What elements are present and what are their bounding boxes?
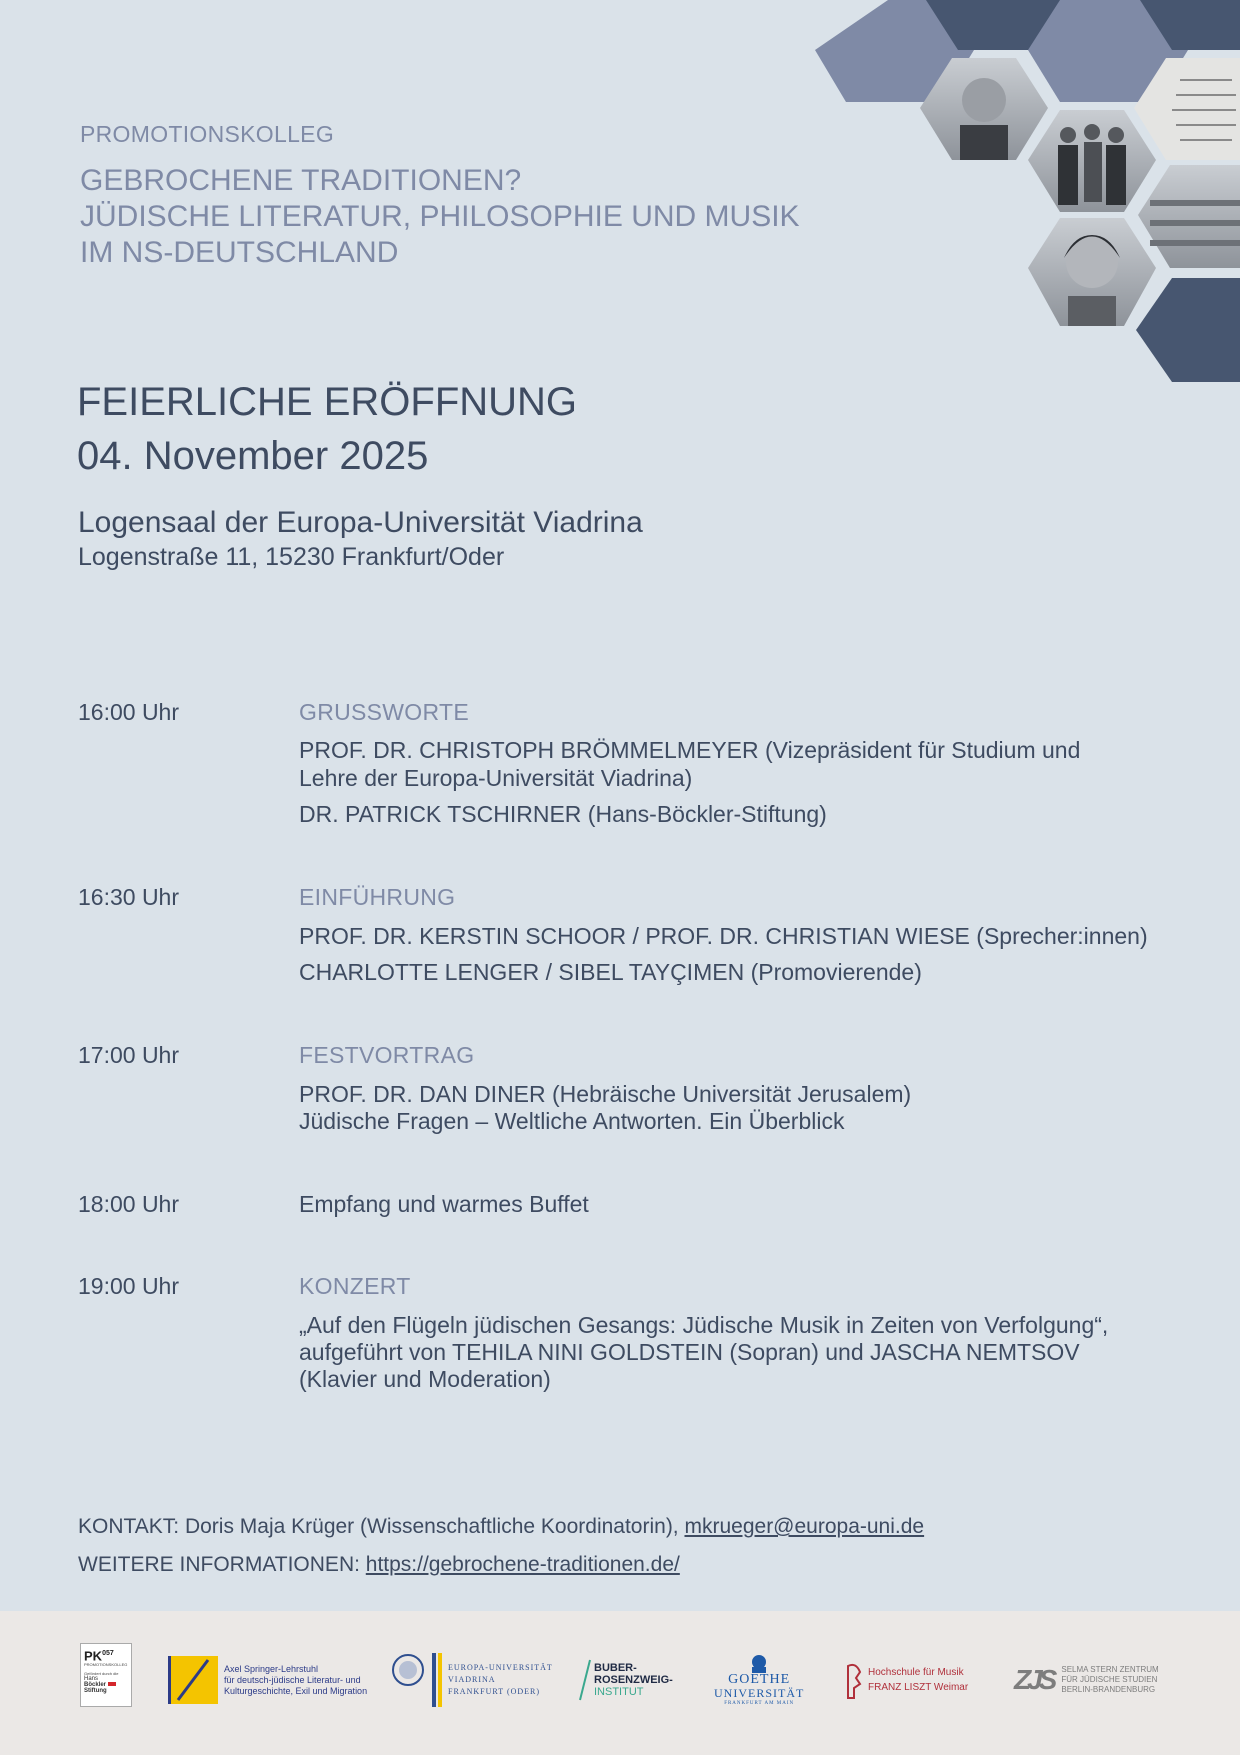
program-time: 19:00 Uhr: [78, 1273, 180, 1299]
program-kicker: PROMOTIONSKOLLEG: [80, 121, 335, 147]
liszt-profile-icon: [842, 1658, 864, 1702]
goethe-line: FRANKFURT AM MAIN: [724, 1701, 795, 1706]
pk-mark: PK: [84, 1648, 103, 1664]
contact-label: KONTAKT: Doris Maja Krüger (Wissenschaftliche Koordinatorin),: [78, 1515, 685, 1538]
program-line: DR. PATRICK TSCHIRNER (Hans-Böckler-Stiftung): [299, 801, 827, 827]
springer-mark-icon: [168, 1656, 218, 1704]
info-line: [78, 1553, 680, 1577]
program-heading: FESTVORTRAG: [299, 1042, 475, 1068]
program-time: 18:00 Uhr: [78, 1191, 180, 1217]
program-subtitle: [80, 163, 800, 271]
program-line: aufgeführt von TEHILA NINI GOLDSTEIN (Sopran) und JASCHA NEMTSOV: [299, 1339, 1080, 1365]
info-url-link[interactable]: https://gebrochene-traditionen.de/: [365, 1553, 680, 1576]
goethe-portrait-icon: [747, 1653, 771, 1673]
subtitle-line: JÜDISCHE LITERATUR, PHILOSOPHIE UND MUSIK: [80, 200, 800, 233]
zjs-line: FÜR JÜDISCHE STUDIEN: [1061, 1675, 1158, 1684]
goethe-line: GOETHE: [728, 1672, 791, 1687]
viadrina-line: FRANKFURT (ODER): [448, 1687, 541, 1696]
buber-rosenzweig-logo: [578, 1645, 673, 1715]
zjs-line: SELMA STERN ZENTRUM: [1061, 1665, 1159, 1674]
pk-number: 057: [102, 1650, 114, 1657]
hexagon-dark: [1140, 0, 1240, 50]
selma-stern-zentrum-logo: [1014, 1645, 1159, 1715]
footer-logo-bar: [0, 1611, 1240, 1755]
hexagon-photo-group: [1028, 110, 1156, 212]
program-heading: KONZERT: [299, 1273, 411, 1299]
hexagon-photo-portrait-man: [920, 58, 1048, 160]
program-line: Lehre der Europa-Universität Viadrina): [299, 765, 693, 791]
pk-boeckler: Böckler: [84, 1682, 107, 1689]
pk-funding-label: Gefördert durch die: [84, 1671, 119, 1677]
program-line: PROF. DR. DAN DINER (Hebräische Universität Jerusalem): [299, 1081, 912, 1107]
hexagon-dark: [926, 0, 1080, 50]
hexagon-photo-hebrew-document: [1134, 58, 1240, 160]
pk057-logo: [80, 1643, 132, 1707]
program-line: PROF. DR. CHRISTOPH BRÖMMELMEYER (Vizepräsident für Studium und: [299, 737, 1081, 763]
program-line: CHARLOTTE LENGER / SIBEL TAYÇIMEN (Promovierende): [299, 959, 922, 985]
program-line: Empfang und warmes Buffet: [299, 1191, 589, 1217]
springer-line: für deutsch-jüdische Literatur- und: [224, 1674, 361, 1685]
subtitle-line: GEBROCHENE TRADITIONEN?: [80, 164, 522, 197]
viadrina-line: EUROPA-UNIVERSITÄT: [448, 1663, 553, 1672]
buber-line: ROSENZWEIG-: [594, 1674, 673, 1686]
venue-address: Logenstraße 11, 15230 Frankfurt/Oder: [78, 543, 505, 571]
viadrina-seal-icon: [392, 1652, 432, 1708]
liszt-weimar-logo: [842, 1645, 968, 1715]
hexagon-dark: [1136, 278, 1240, 382]
event-date: 04. November 2025: [77, 434, 429, 478]
springer-chair-logo: [168, 1645, 367, 1715]
program-time: 17:00 Uhr: [78, 1042, 180, 1068]
pk-label: PROMOTIONSKOLLEG: [84, 1662, 128, 1668]
buber-line: INSTITUT: [594, 1686, 644, 1698]
program-line: Jüdische Fragen – Weltliche Antworten. Ein Überblick: [299, 1108, 845, 1134]
liszt-line: Hochschule für Musik: [868, 1667, 964, 1678]
program-line: PROF. DR. KERSTIN SCHOOR / PROF. DR. CHRISTIAN WIESE (Sprecher:innen): [299, 923, 1148, 949]
venue-name: Logensaal der Europa-Universität Viadrina: [78, 506, 643, 539]
buber-slash-icon: [578, 1658, 592, 1702]
viadrina-line: VIADRINA: [448, 1675, 496, 1684]
program-line: „Auf den Flügeln jüdischen Gesangs: Jüdische Musik in Zeiten von Verfolgung“,: [299, 1312, 1109, 1338]
viadrina-logo: [392, 1645, 553, 1715]
hexagon-mid: [815, 0, 974, 102]
zjs-line: BERLIN-BRANDENBURG: [1061, 1685, 1156, 1694]
boeckler-flag-icon: [108, 1682, 116, 1686]
goethe-line: UNIVERSITÄT: [714, 1686, 805, 1700]
program-heading: GRUSSWORTE: [299, 699, 469, 725]
pk-hans: Hans: [84, 1676, 99, 1683]
contact-line: [78, 1515, 924, 1539]
zjs-mark: ZJS: [1014, 1664, 1054, 1695]
hexagon-mid: [1028, 0, 1188, 102]
goethe-university-logo: [714, 1645, 804, 1715]
program-line: (Klavier und Moderation): [299, 1366, 551, 1392]
viadrina-bar-blue: [432, 1653, 436, 1707]
info-label: WEITERE INFORMATIONEN:: [78, 1553, 366, 1576]
hexagon-photo-portrait-woman: [1028, 218, 1156, 326]
springer-line: Axel Springer-Lehrstuhl: [224, 1663, 319, 1674]
hexagon-photo-library: [1138, 165, 1240, 268]
program-time: 16:30 Uhr: [78, 884, 180, 910]
program-heading: EINFÜHRUNG: [299, 884, 456, 910]
pk-stiftung: Stiftung: [84, 1688, 107, 1695]
event-title: FEIERLICHE ERÖFFNUNG: [77, 380, 578, 424]
buber-line: BUBER-: [594, 1662, 637, 1674]
springer-line: Kulturgeschichte, Exil und Migration: [224, 1685, 368, 1696]
viadrina-bar-yellow: [438, 1653, 442, 1707]
subtitle-line: IM NS-DEUTSCHLAND: [80, 236, 399, 269]
contact-email-link[interactable]: mkrueger@europa-uni.de: [684, 1515, 925, 1538]
program-time: 16:00 Uhr: [78, 699, 180, 725]
liszt-line: FRANZ LISZT Weimar: [868, 1682, 969, 1693]
